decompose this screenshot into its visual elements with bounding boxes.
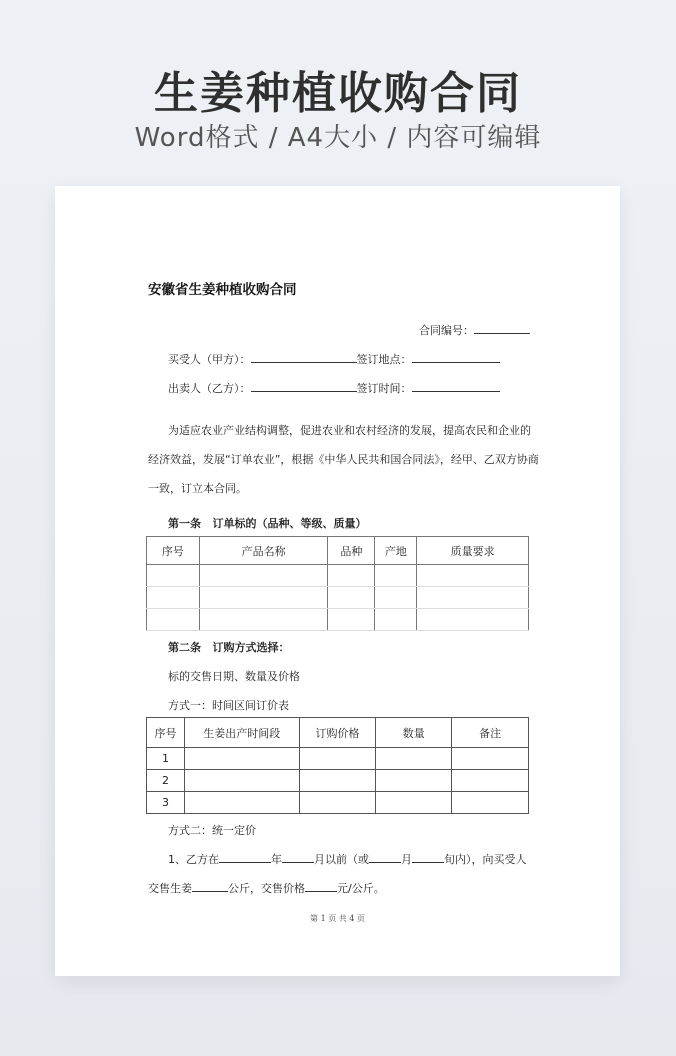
clause-1-line-2 <box>148 879 385 896</box>
table-cell[interactable] <box>375 609 417 631</box>
price-blank[interactable] <box>305 879 337 892</box>
table-cell[interactable] <box>199 565 328 587</box>
page-footer: 第 1 页 共 4 页 <box>310 914 365 923</box>
table-row <box>147 565 529 587</box>
sign-time-blank[interactable] <box>412 379 500 392</box>
table-cell[interactable] <box>328 609 375 631</box>
table-row <box>147 587 529 609</box>
clause-1-line-1 <box>168 850 527 867</box>
intro-line-3: 一致，订立本合同。 <box>148 482 247 495</box>
article-2-heading <box>168 639 290 655</box>
table-header-cell: 序号 <box>147 537 200 565</box>
table-cell[interactable] <box>417 587 529 609</box>
table-header-cell: 产品名称 <box>199 537 328 565</box>
table-row <box>147 792 529 814</box>
clause-text: 1、乙方在 <box>168 853 219 866</box>
row-number-cell: 1 <box>147 748 185 770</box>
intro-line-1: 为适应农业产业结构调整，促进农业和农村经济的发展，提高农民和企业的 <box>168 424 531 437</box>
table-row <box>147 609 529 631</box>
table-cell[interactable] <box>199 587 328 609</box>
clause-text: 月以前（或 <box>314 853 369 866</box>
buyer-label: 买受人（甲方）： <box>168 353 251 366</box>
clause-text: 交售生姜 <box>148 882 192 895</box>
article-1-number: 第一条 <box>168 517 201 530</box>
clause-text: 月 <box>401 853 412 866</box>
table-cell[interactable] <box>417 609 529 631</box>
document-title: 安徽省生姜种植收购合同 <box>148 282 297 298</box>
table-row <box>147 748 529 770</box>
table-cell[interactable] <box>147 565 200 587</box>
order-items-table <box>146 536 529 631</box>
month-blank[interactable] <box>282 850 314 863</box>
hero-subtitle: Word格式 / A4大小 / 内容可编辑 <box>134 123 542 153</box>
clause-text: 年 <box>271 853 282 866</box>
method-1-label: 方式一：时间区间订价表 <box>168 699 289 712</box>
table-cell[interactable] <box>452 792 529 814</box>
table-header-cell: 产地 <box>375 537 417 565</box>
contract-number-line <box>419 321 530 338</box>
table-cell[interactable] <box>376 792 452 814</box>
row-number-cell: 2 <box>147 770 185 792</box>
table-cell[interactable] <box>147 587 200 609</box>
article-1-title: 订单标的（品种、等级、质量） <box>212 517 367 530</box>
seller-label: 出卖人（乙方）： <box>168 382 251 395</box>
sign-place-blank[interactable] <box>412 350 500 363</box>
row-number-cell: 3 <box>147 792 185 814</box>
contract-number-label: 合同编号： <box>419 324 474 337</box>
table-header-row <box>147 718 529 748</box>
table-cell[interactable] <box>147 609 200 631</box>
sign-place-label: 签订地点： <box>356 353 412 366</box>
month-alt-blank[interactable] <box>369 850 401 863</box>
year-blank[interactable] <box>219 850 271 863</box>
table-cell[interactable] <box>452 770 529 792</box>
seller-line <box>168 379 500 396</box>
table-cell[interactable] <box>299 792 376 814</box>
hero-title: 生姜种植收购合同 <box>154 68 522 119</box>
table-header-cell: 生姜出产时间段 <box>184 718 299 748</box>
sign-time-label: 签订时间： <box>356 382 412 395</box>
contract-number-blank[interactable] <box>474 321 530 334</box>
table-cell[interactable] <box>376 748 452 770</box>
article-2-line-1: 标的交售日期、数量及价格 <box>168 670 300 683</box>
article-1-heading <box>168 515 367 531</box>
table-cell[interactable] <box>452 748 529 770</box>
price-schedule-table <box>146 717 529 814</box>
table-header-cell: 序号 <box>147 718 185 748</box>
article-2-title: 订购方式选择： <box>212 641 290 654</box>
table-cell[interactable] <box>199 609 328 631</box>
table-header-cell: 质量要求 <box>417 537 529 565</box>
period-blank[interactable] <box>412 850 444 863</box>
table-header-cell: 订购价格 <box>299 718 376 748</box>
buyer-blank[interactable] <box>251 350 357 363</box>
clause-text: 元/公斤。 <box>337 882 385 895</box>
table-header-row <box>147 537 529 565</box>
table-row <box>147 770 529 792</box>
table-cell[interactable] <box>328 565 375 587</box>
table-cell[interactable] <box>299 770 376 792</box>
table-cell[interactable] <box>417 565 529 587</box>
article-2-number: 第二条 <box>168 641 201 654</box>
table-cell[interactable] <box>184 770 299 792</box>
table-cell[interactable] <box>376 770 452 792</box>
table-header-cell: 数量 <box>376 718 452 748</box>
table-cell[interactable] <box>299 748 376 770</box>
table-cell[interactable] <box>184 748 299 770</box>
table-header-cell: 备注 <box>452 718 529 748</box>
method-2-label: 方式二：统一定价 <box>168 824 256 837</box>
table-cell[interactable] <box>375 565 417 587</box>
table-cell[interactable] <box>328 587 375 609</box>
table-cell[interactable] <box>375 587 417 609</box>
intro-line-2: 经济效益，发展“订单农业”，根据《中华人民共和国合同法》，经甲、乙双方协商 <box>148 453 539 466</box>
document-page <box>55 186 620 976</box>
seller-blank[interactable] <box>251 379 357 392</box>
quantity-blank[interactable] <box>192 879 228 892</box>
clause-text: 旬内），向买受人 <box>444 853 527 866</box>
table-cell[interactable] <box>184 792 299 814</box>
clause-text: 公斤，交售价格 <box>228 882 305 895</box>
buyer-line <box>168 350 500 367</box>
table-header-cell: 品种 <box>328 537 375 565</box>
